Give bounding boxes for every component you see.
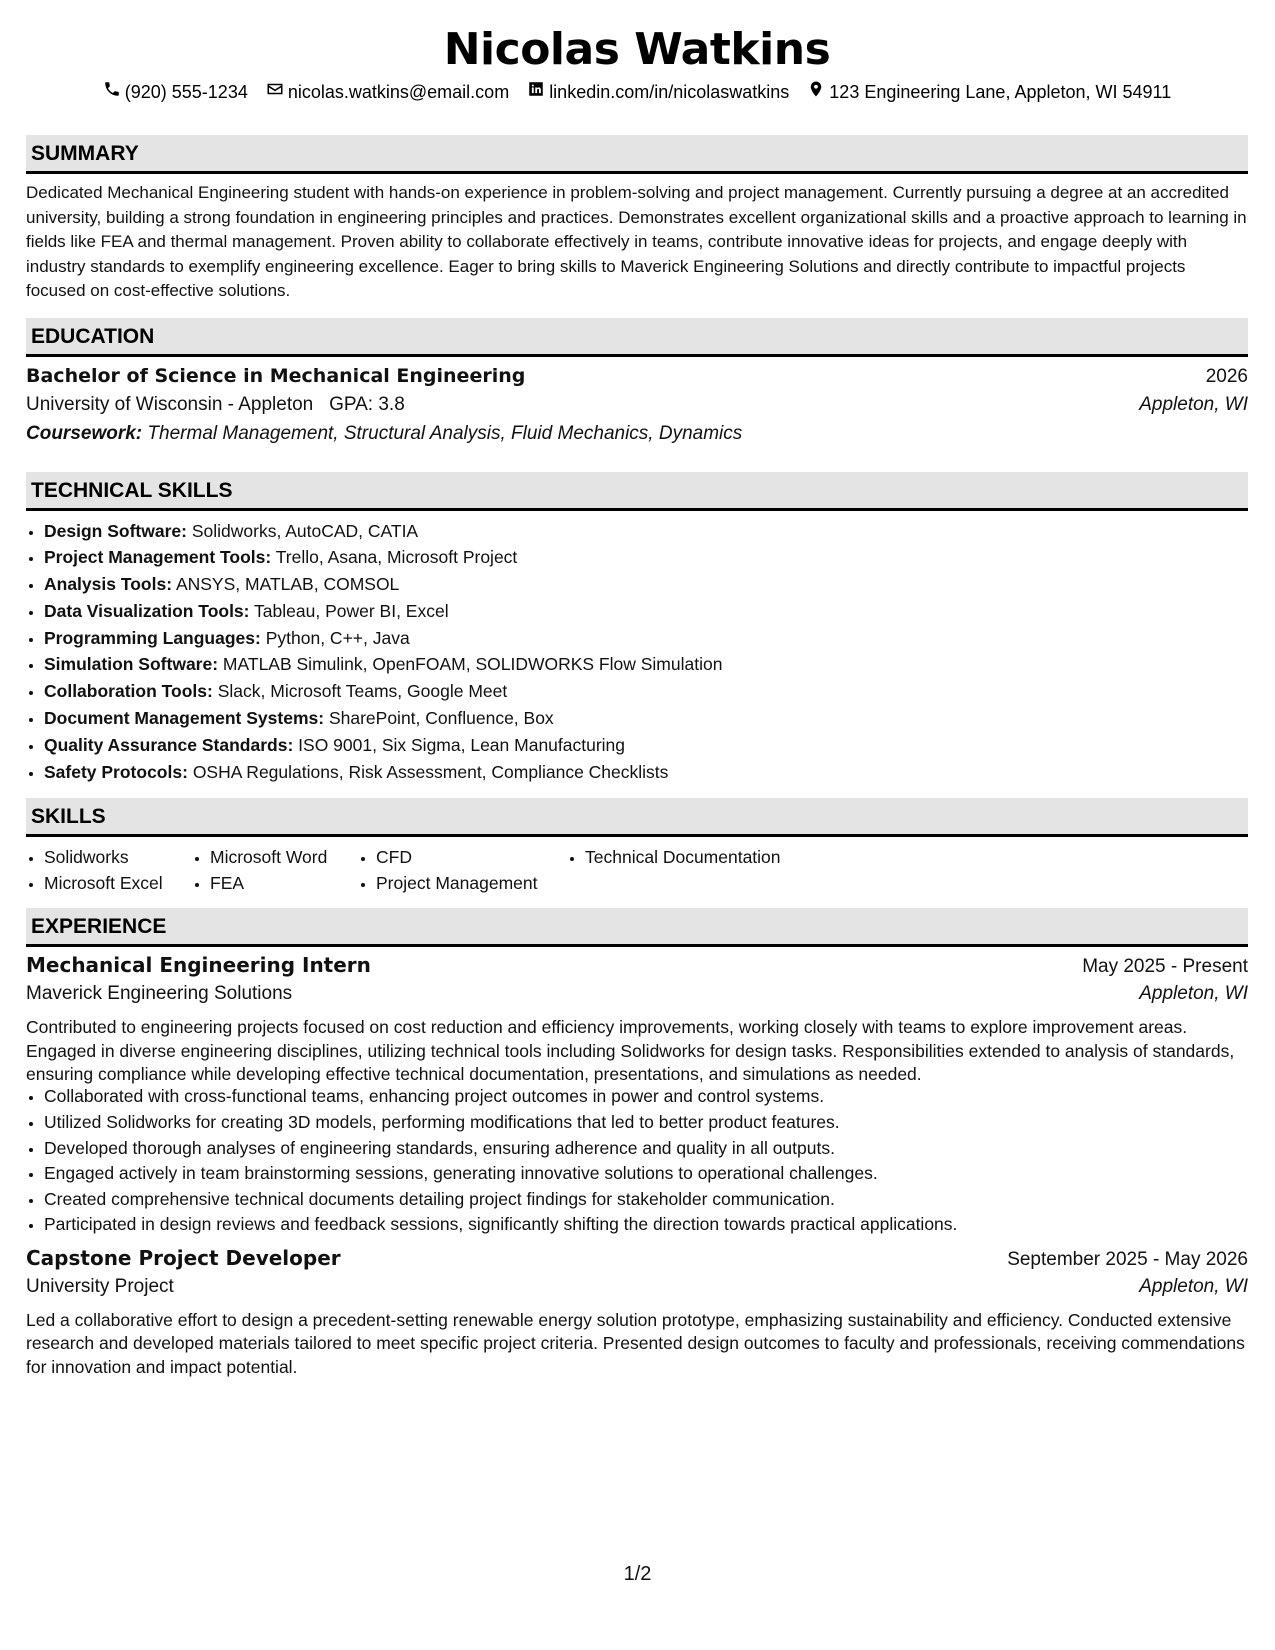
technical-skill-label: Collaboration Tools: <box>44 681 213 702</box>
technical-skill-item <box>44 732 1248 759</box>
technical-skill-label: Design Software: <box>44 520 187 541</box>
technical-skill-value: ISO 9001, Six Sigma, Lean Manufacturing <box>298 734 626 755</box>
email-text[interactable]: nicolas.watkins@email.com <box>287 82 510 102</box>
technical-skill-item <box>44 705 1248 732</box>
technical-skill-item <box>44 759 1248 786</box>
resume-page <box>26 0 1248 1379</box>
job-company: University Project <box>26 1275 174 1297</box>
education-school-row <box>26 394 1248 423</box>
contact-email[interactable] <box>266 79 509 105</box>
skills-column <box>567 844 867 896</box>
school-line <box>26 394 405 416</box>
technical-skill-item <box>44 651 1248 678</box>
job-description: Led a collaborative effort to design a precedent-setting renewable energy solution prototype, emphasizing sustainability and efficiency. Conducted extensive research and developed materials tailored to meet specific project criteria. Presented design outcomes to faculty and professionals, receiving commendations for innovation and impact potential. <box>26 1309 1245 1377</box>
summary-text: Dedicated Mechanical Engineering student with hands-on experience in problem-solving and project management. Currently pursuing a degree at an accredited university, building a strong foundation in engineering principles and practices. Demonstrates excellent organizational skills and a proactive approach to learning in fields like FEA and thermal management. Proven ability to collaborate effectively in teams, contribute innovative ideas for projects, and engage deeply with industry standards to exemplify engineering excellence. Eager to bring skills to Maverick Engineering Solutions and directly contribute to impactful projects focused on cost-effective solutions. <box>26 183 1247 300</box>
experience-heading: EXPERIENCE <box>26 908 1248 947</box>
map-pin-icon <box>807 79 825 105</box>
coursework-label: Coursework: <box>26 422 143 444</box>
job-location: Appleton, WI <box>1139 1275 1248 1297</box>
job-dates: May 2025 - Present <box>1082 956 1248 978</box>
technical-skill-label: Document Management Systems: <box>44 708 325 729</box>
education-heading: EDUCATION <box>26 318 1248 357</box>
school-location: Appleton, WI <box>1139 393 1248 415</box>
graduation-year: 2026 <box>1205 365 1248 387</box>
contact-phone <box>103 79 248 105</box>
gpa: GPA: 3.8 <box>329 393 405 415</box>
technical-skill-item <box>44 625 1248 652</box>
job-bullet: • Participated in design reviews and feedback sessions, significantly shifting the direction towards practical applications. <box>44 1212 1248 1238</box>
job-title-row <box>26 1246 1248 1276</box>
technical-skill-label: Simulation Software: <box>44 654 219 675</box>
skill-item: • Technical Documentation <box>585 844 867 870</box>
job-bullet: • Developed thorough analyses of engineering standards, ensuring adherence and quality in all outputs. <box>44 1136 1248 1162</box>
job-entry <box>26 1246 1248 1379</box>
technical-skill-value: OSHA Regulations, Risk Assessment, Compliance Checklists <box>192 761 669 782</box>
technical-skills-list <box>26 518 1248 786</box>
technical-skill-item <box>44 678 1248 705</box>
phone-icon <box>103 79 121 105</box>
job-description: Contributed to engineering projects focused on cost reduction and efficiency improvements, working closely with teams to explore improvement areas. Engaged in diverse engineering disciplines, utilizing technical tools including Solidworks for design tasks. Responsibilities extended to analysis of standards, ensuring compliance while developing effective technical documentation, presentations, and simulations as needed. <box>26 1017 1235 1085</box>
job-title: Mechanical Engineering Intern <box>26 953 371 978</box>
technical-skill-label: Project Management Tools: <box>44 547 272 568</box>
education-degree-row <box>26 365 1248 394</box>
skills-column <box>26 844 192 896</box>
technical-skill-item <box>44 598 1248 625</box>
skill-item: • CFD <box>376 844 567 870</box>
job-company-row <box>26 983 1248 1014</box>
job-company-row <box>26 1276 1248 1307</box>
technical-skill-value: Trello, Asana, Microsoft Project <box>275 547 518 568</box>
school-name: University of Wisconsin - Appleton <box>26 393 314 415</box>
job-bullet: • Collaborated with cross-functional teams, enhancing project outcomes in power and control systems. <box>44 1084 1248 1110</box>
technical-skill-label: Analysis Tools: <box>44 574 173 595</box>
technical-skill-label: Quality Assurance Standards: <box>44 734 294 755</box>
technical-skill-label: Programming Languages: <box>44 627 261 648</box>
job-bullets <box>26 1084 1248 1238</box>
skills-grid <box>26 844 1248 896</box>
contact-address <box>807 79 1171 105</box>
coursework-list: Thermal Management, Structural Analysis, Fluid Mechanics, Dynamics <box>147 422 743 444</box>
coursework-line <box>26 423 1248 452</box>
envelope-icon <box>266 79 284 105</box>
job-title-row <box>26 953 1248 983</box>
summary-heading: SUMMARY <box>26 135 1248 174</box>
skill-item: • Microsoft Excel <box>44 870 192 896</box>
skill-item: • Microsoft Word <box>210 844 358 870</box>
technical-skill-value: SharePoint, Confluence, Box <box>328 708 554 729</box>
job-company: Maverick Engineering Solutions <box>26 983 293 1005</box>
degree-title: Bachelor of Science in Mechanical Engineering <box>26 364 526 387</box>
job-location: Appleton, WI <box>1139 983 1248 1005</box>
contact-linkedin[interactable] <box>527 79 789 105</box>
technical-skill-label: Safety Protocols: <box>44 761 188 782</box>
candidate-name: Nicolas Watkins <box>443 24 831 75</box>
skills-heading: SKILLS <box>26 798 1248 837</box>
technical-skill-value: Solidworks, AutoCAD, CATIA <box>191 520 419 541</box>
technical-skill-label: Data Visualization Tools: <box>44 600 250 621</box>
technical-skill-value: ANSYS, MATLAB, COMSOL <box>175 574 400 595</box>
job-entry <box>26 953 1248 1237</box>
contact-bar <box>26 79 1248 105</box>
skill-item: • Solidworks <box>44 844 192 870</box>
skill-item: • Project Management <box>376 870 567 896</box>
skills-column <box>192 844 358 896</box>
technical-skill-value: MATLAB Simulink, OpenFOAM, SOLIDWORKS Flow Simulation <box>222 654 723 675</box>
job-bullet: • Engaged actively in team brainstorming sessions, generating innovative solutions to operational challenges. <box>44 1161 1248 1187</box>
job-bullet: • Utilized Solidworks for creating 3D models, performing modifications that led to better product features. <box>44 1110 1248 1136</box>
technical-skill-value: Tableau, Power BI, Excel <box>254 600 449 621</box>
linkedin-text[interactable]: linkedin.com/in/nicolaswatkins <box>549 82 790 102</box>
technical-skill-item <box>44 544 1248 571</box>
page-number: 1/2 <box>623 1563 652 1585</box>
technical-skill-item <box>44 571 1248 598</box>
skills-column <box>358 844 567 896</box>
technical-skill-value: Python, C++, Java <box>265 627 410 648</box>
technical-skill-value: Slack, Microsoft Teams, Google Meet <box>217 681 508 702</box>
linkedin-icon <box>527 79 545 105</box>
technical-skills-heading: TECHNICAL SKILLS <box>26 472 1248 511</box>
job-title: Capstone Project Developer <box>26 1245 341 1270</box>
experience-list <box>26 953 1248 1378</box>
technical-skill-item <box>44 518 1248 545</box>
job-bullet: • Created comprehensive technical documents detailing project findings for stakeholder communication. <box>44 1187 1248 1213</box>
address-text: 123 Engineering Lane, Appleton, WI 54911 <box>829 82 1172 102</box>
phone-text: (920) 555-1234 <box>124 82 248 102</box>
skill-item: • FEA <box>210 870 358 896</box>
job-dates: September 2025 - May 2026 <box>1007 1248 1248 1270</box>
